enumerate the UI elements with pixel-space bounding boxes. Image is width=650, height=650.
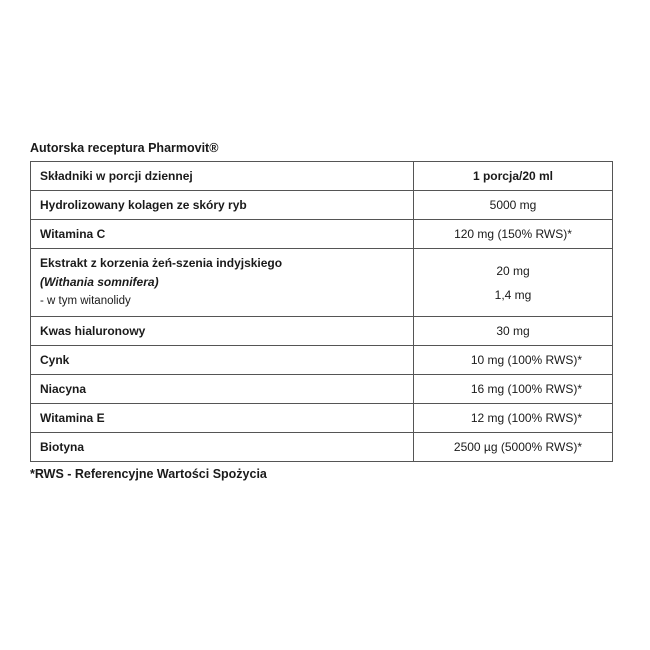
ingredient-sub-amount: 1,4 mg (494, 287, 532, 302)
ingredient-name: Cynk (31, 346, 414, 375)
header-amount: 1 porcja/20 ml (414, 162, 613, 191)
ingredient-amount: 20 mg (496, 263, 530, 278)
table-row (31, 191, 613, 220)
ingredient-latin-name: (Withania somnifera) (40, 275, 159, 289)
table-row (31, 346, 613, 375)
table-row (31, 220, 613, 249)
ingredient-name: Hydrolizowany kolagen ze skóry ryb (31, 191, 414, 220)
ingredient-name: Witamina E (31, 404, 414, 433)
header-ingredient: Składniki w porcji dziennej (31, 162, 414, 191)
ingredient-name: Niacyna (31, 375, 414, 404)
ingredient-amount: 120 mg (150% RWS)* (414, 220, 613, 249)
ingredient-name: Ekstrakt z korzenia żeń-szenia indyjskiego (40, 256, 283, 270)
ingredient-amount: 5000 mg (414, 191, 613, 220)
ingredients-table (30, 161, 613, 462)
ingredient-amount: 10 mg (100% RWS)* (414, 346, 613, 375)
table-row (31, 317, 613, 346)
rws-footnote: *RWS - Referencyjne Wartości Spożycia (30, 467, 267, 481)
table-row (31, 404, 613, 433)
ingredient-amount: 12 mg (100% RWS)* (414, 404, 613, 433)
table-row (31, 433, 613, 462)
ingredient-name: Witamina C (31, 220, 414, 249)
table-row (31, 249, 613, 317)
ingredient-amount: 2500 µg (5000% RWS)* (414, 433, 613, 462)
ingredient-amount: 30 mg (414, 317, 613, 346)
ingredient-name-cell (31, 249, 414, 317)
ingredient-amount: 16 mg (100% RWS)* (414, 375, 613, 404)
ingredient-name: Kwas hialuronowy (31, 317, 414, 346)
table-header-row (31, 162, 613, 191)
table-caption: Autorska receptura Pharmovit® (30, 141, 219, 155)
ingredient-sub-component: - w tym witanolidy (40, 295, 131, 307)
ingredient-amount-cell (414, 249, 613, 317)
table-row (31, 375, 613, 404)
ingredient-name: Biotyna (31, 433, 414, 462)
